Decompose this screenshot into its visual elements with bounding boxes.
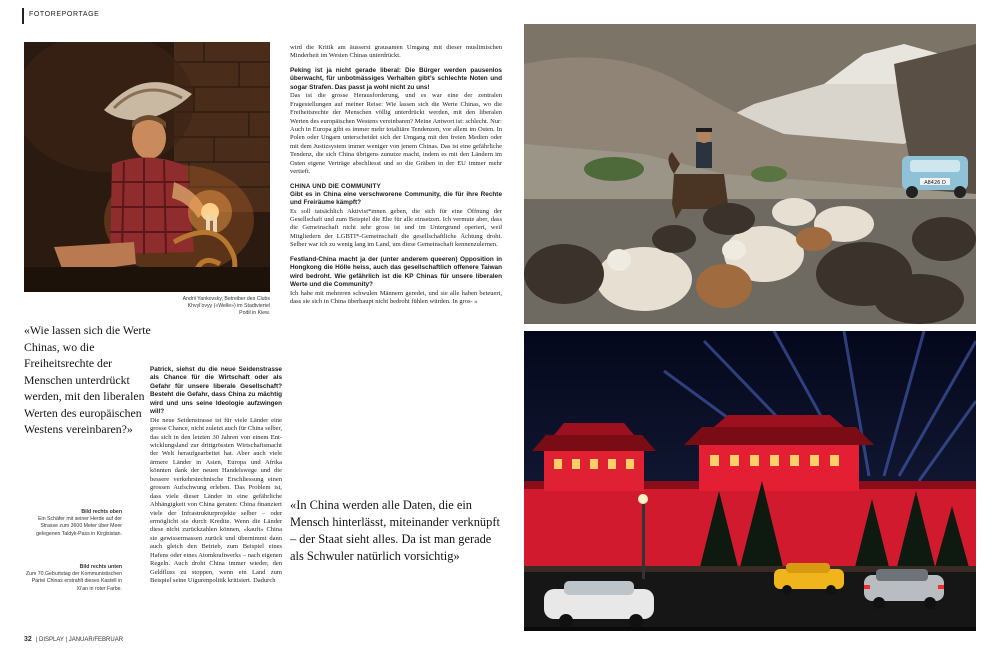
xian-castle-photo [524, 331, 976, 631]
section-label: FOTOREPORTAGE [29, 11, 100, 18]
column-a [150, 366, 282, 591]
column-b [290, 44, 502, 312]
page-number: 32 [24, 636, 32, 643]
caption-top-right-heading: Bild rechts oben [81, 509, 122, 515]
car-license-plate: A8426 D [924, 180, 946, 186]
answer-seidenstrasse: Die neue Seidenstrasse ist für viele Länder eine grosse Chance, nicht zuletzt auch für China selber, das sich in den letzten 30 Jahren von einem Entwicklungsland zur drittgrössten Wirtschaftsmacht der Welt heraufgearbeitet hat. Aber auch viele ärmere Länder in Asien, Europa und Afrika könnten dank der neuen Handelswege und die bessere verkehrstechnische Erschliessung einen grossen Aufschwung erleben. Das Problem ist, dass viele dieser Länder in eine gefährliche Abhängigkeit von China geraten: China finanziert viele der Infrastrukturprojekte selber – oder ermöglicht sie durch Kredite. Wenn die Länder diese nicht zurückzahlen können, «kauft» China sie gewissermassen zurück und übernimmt dann auch gleich den Betrieb, zum Beispiel eines Hafens oder eines Atomkraftwerks – nach eigenen Regeln. Auch droht China immer wieder, den Geldfluss zu stoppen, wenn ein Land zum Beispiel seine Uigurenpolitik kritisiert. Dadurch [150, 416, 282, 585]
caption-top-right [24, 509, 122, 538]
pull-quote-left: «Wie lassen sich die Werte Chinas, wo die Freiheitsrechte der Menschen unterdrückt werden, mit den liberalen Werten des europäischen Westens vereinbaren?» [24, 323, 151, 437]
pull-quote-right: «In China werden alle Daten, die ein Mensch hinterlässt, miteinander verknüpft – der Staat sieht alles. Da ist man gerade als Schwuler natürlich vorsichtig» [290, 498, 500, 563]
caption-bottom-right [24, 564, 122, 593]
page-footer [24, 636, 123, 643]
paragraph-uiguren: wird die Kritik am äusserst grausamen Umgang mit dieser muslimischen Minderheit im Westen Chinas unterdrückt. [290, 44, 502, 60]
portrait-caption: Andrii Yankovsky, Betreiber des Clubs Khvyl’ovyy («Welle») im Stadtviertel Podil in Kiew. [182, 296, 270, 317]
header-rule [22, 8, 24, 24]
portrait-photo [24, 42, 270, 292]
question-community: Gibt es in China eine verschworene Community, die für ihre Rechte und Freiräume kämpft? [290, 190, 502, 207]
caption-bottom-right-heading: Bild rechts unten [79, 564, 122, 570]
question-hongkong: Festland-China macht ja der (unter anderem queeren) Opposition in Hongkong die Hölle heiss, auch das gesellschaftlich offenere Taiwan wird bedroht. Wie gefährlich ist die KP Chinas für unsere liberalen Werte und die Community? [290, 255, 502, 289]
subheading-community: CHINA UND DIE COMMUNITY [290, 182, 381, 190]
caption-bottom-right-text: Zum 70.Geburtstag der Kommunistischen Partei Chinas erstrahlt dieses Kastell in Xi’an in roter Farbe. [25, 571, 122, 592]
question-seidenstrasse: Patrick, siehst du die neue Seidenstrasse als Chance für die Wirtschaft oder als Gefahr für unsere liberale Gesellschaft? Besteht die Gefahr, dass China zu mächtig wird und uns seine Ideologie aufzwingen will? [150, 366, 282, 416]
answer-community: Es soll tatsächlich Aktivist*innen geben, die sich für eine Öffnung der Gesellschaft und zum Beispiel die Ehe für alle einsetzen. Ich vermute aber, dass die Gemeinschaft nicht sehr gross ist und im Untergrund operiert, weil Mitgliedern der LGBTI*-Gemeinschaft die gesellschaftliche Ächtung droht. Selber war ich zu wenig lang im Land, um diese Gemeinschaft kennenzulernen. [290, 207, 502, 249]
question-peking: Peking ist ja nicht gerade liberal: Die Bürger werden pausenlos überwacht, für unbotmässiges Verhalten gibt’s schlechte Noten und sogar Strafen. Das passt ja wohl nicht zu uns! [290, 66, 502, 91]
answer-peking: Das ist die grosse Herausforderung, und es war eine der zentralen Fragestellungen auf meiner Reise: Wie lassen sich die Werte Chinas, wo die Freiheitsrechte der Menschen völlig unterdrückt werden, mit den liberalen Werten des europäischen Westens vereinbaren? Meine Antwort ist: schlecht. Nur: Auch in Europa gibt es immer mehr totalitäre Tendenzen, vor allem im Osten. In Polen oder Ungarn unterscheidet sich der Umgang mit den freien Medien oder mit dem Justizsystem immer weniger von jenem Chinas. Das ist eine gefährliche Tendenz, die sich China übrigens zunutze macht, indem es mit den Ländern im Osten eigene Verträge abschliesst und so die Gräben in der EU immer mehr vertieft. [290, 92, 502, 176]
caption-top-right-text: Ein Schäfer mit seiner Herde auf der Strasse zum 3600 Meter über Meer gelegenen Taldyk-Pass in Kirgisistan. [36, 516, 122, 537]
shepherd-photo [524, 24, 976, 324]
publication-info: | DISPLAY | JANUAR/FEBRUAR [35, 637, 124, 643]
answer-hongkong: Ich habe mit mehreren schwulen Männern geredet, und sie alle haben beteuert, dass sie sich in China überhaupt nicht bedroht fühlen würden. In gros- » [290, 289, 502, 306]
